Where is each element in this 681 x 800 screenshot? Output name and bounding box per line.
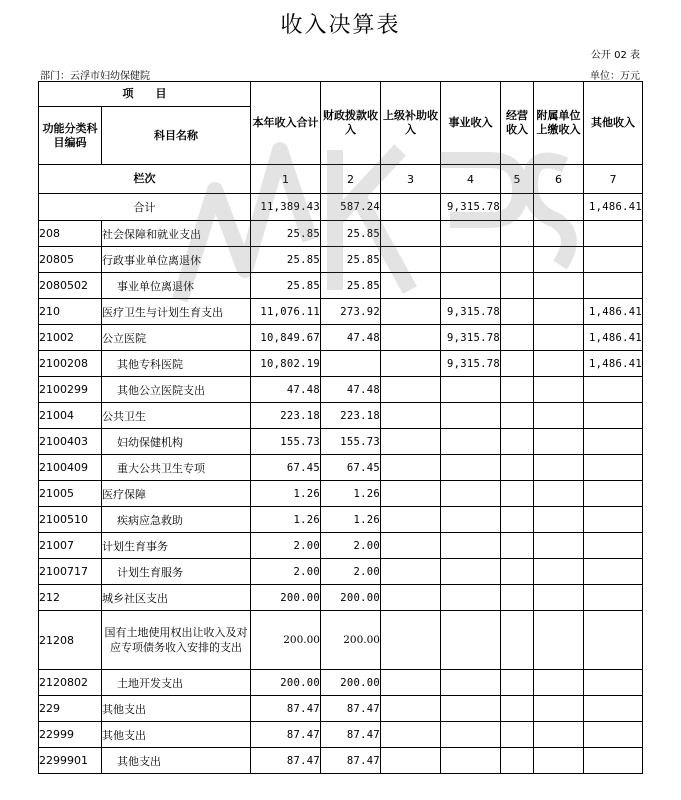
row-fiscal: 273.92 bbox=[321, 299, 381, 325]
row-total: 11,076.11 bbox=[251, 299, 321, 325]
col-number: 4 bbox=[441, 165, 501, 194]
row-total: 223.18 bbox=[251, 403, 321, 429]
row-business bbox=[441, 748, 501, 774]
row-other bbox=[584, 533, 643, 559]
row-operation bbox=[501, 273, 534, 299]
row-total: 155.73 bbox=[251, 429, 321, 455]
row-fiscal: 47.48 bbox=[321, 377, 381, 403]
row-total: 2.00 bbox=[251, 533, 321, 559]
row-other bbox=[584, 722, 643, 748]
table-row bbox=[39, 611, 643, 670]
table-row bbox=[39, 273, 643, 299]
row-affiliate bbox=[534, 481, 584, 507]
row-operation bbox=[501, 748, 534, 774]
total-affiliate bbox=[534, 194, 584, 221]
row-superior bbox=[381, 481, 441, 507]
row-business bbox=[441, 377, 501, 403]
row-business bbox=[441, 611, 501, 670]
row-fiscal: 2.00 bbox=[321, 559, 381, 585]
col-number: 5 bbox=[501, 165, 534, 194]
table-row bbox=[39, 429, 643, 455]
total-fiscal: 587.24 bbox=[321, 194, 381, 221]
row-business: 9,315.78 bbox=[441, 325, 501, 351]
row-other bbox=[584, 748, 643, 774]
row-code: 21005 bbox=[39, 481, 102, 507]
row-total: 47.48 bbox=[251, 377, 321, 403]
row-total: 200.00 bbox=[251, 670, 321, 696]
row-code: 208 bbox=[39, 221, 102, 247]
row-affiliate bbox=[534, 247, 584, 273]
row-superior bbox=[381, 429, 441, 455]
row-operation bbox=[501, 325, 534, 351]
row-operation bbox=[501, 351, 534, 377]
row-superior bbox=[381, 377, 441, 403]
total-row bbox=[39, 194, 643, 221]
row-name: 其他支出 bbox=[102, 696, 251, 722]
unit-label: 单位：万元 bbox=[590, 71, 640, 82]
row-affiliate bbox=[534, 377, 584, 403]
header-func-code: 功能分类科目编码 bbox=[39, 107, 102, 165]
row-other bbox=[584, 221, 643, 247]
row-name: 其他专科医院 bbox=[102, 351, 251, 377]
table-row bbox=[39, 670, 643, 696]
row-total: 1.26 bbox=[251, 507, 321, 533]
row-name: 重大公共卫生专项 bbox=[102, 455, 251, 481]
row-name: 事业单位离退休 bbox=[102, 273, 251, 299]
row-superior bbox=[381, 247, 441, 273]
row-total: 1.26 bbox=[251, 481, 321, 507]
row-operation bbox=[501, 507, 534, 533]
page-title: 收入决算表 bbox=[280, 13, 401, 38]
row-other bbox=[584, 455, 643, 481]
row-total: 2.00 bbox=[251, 559, 321, 585]
table-row bbox=[39, 507, 643, 533]
row-affiliate bbox=[534, 696, 584, 722]
row-business bbox=[441, 273, 501, 299]
row-operation bbox=[501, 455, 534, 481]
row-name: 医疗卫生与计划生育支出 bbox=[102, 299, 251, 325]
row-code: 2080502 bbox=[39, 273, 102, 299]
row-name: 其他支出 bbox=[102, 722, 251, 748]
row-total: 67.45 bbox=[251, 455, 321, 481]
row-operation bbox=[501, 429, 534, 455]
row-affiliate bbox=[534, 221, 584, 247]
row-total: 87.47 bbox=[251, 722, 321, 748]
row-superior bbox=[381, 507, 441, 533]
table-row bbox=[39, 247, 643, 273]
row-fiscal: 25.85 bbox=[321, 221, 381, 247]
row-superior bbox=[381, 748, 441, 774]
total-other: 1,486.41 bbox=[584, 194, 643, 221]
row-superior bbox=[381, 670, 441, 696]
row-fiscal: 25.85 bbox=[321, 247, 381, 273]
col-number: 3 bbox=[381, 165, 441, 194]
header-total: 本年收入合计 bbox=[251, 82, 321, 165]
row-total: 25.85 bbox=[251, 221, 321, 247]
income-table bbox=[38, 81, 643, 774]
table-row bbox=[39, 559, 643, 585]
row-code: 2100717 bbox=[39, 559, 102, 585]
row-name: 其他公立医院支出 bbox=[102, 377, 251, 403]
row-affiliate bbox=[534, 533, 584, 559]
row-business: 9,315.78 bbox=[441, 299, 501, 325]
row-code: 20805 bbox=[39, 247, 102, 273]
table-row bbox=[39, 585, 643, 611]
row-affiliate bbox=[534, 559, 584, 585]
row-superior bbox=[381, 585, 441, 611]
row-code: 212 bbox=[39, 585, 102, 611]
row-other bbox=[584, 611, 643, 670]
row-business bbox=[441, 403, 501, 429]
row-code: 21004 bbox=[39, 403, 102, 429]
row-total: 87.47 bbox=[251, 696, 321, 722]
row-name: 国有土地使用权出让收入及对应专项债务收入安排的支出 bbox=[102, 611, 251, 670]
col-number: 2 bbox=[321, 165, 381, 194]
row-code: 22999 bbox=[39, 722, 102, 748]
row-code: 21007 bbox=[39, 533, 102, 559]
row-total: 25.85 bbox=[251, 247, 321, 273]
row-other bbox=[584, 696, 643, 722]
row-operation bbox=[501, 696, 534, 722]
total-amount: 11,389.43 bbox=[251, 194, 321, 221]
row-fiscal: 47.48 bbox=[321, 325, 381, 351]
row-fiscal: 25.85 bbox=[321, 273, 381, 299]
row-code: 21002 bbox=[39, 325, 102, 351]
row-name: 计划生育服务 bbox=[102, 559, 251, 585]
row-business bbox=[441, 670, 501, 696]
row-other bbox=[584, 377, 643, 403]
row-code: 210 bbox=[39, 299, 102, 325]
table-row bbox=[39, 351, 643, 377]
row-other bbox=[584, 403, 643, 429]
row-business bbox=[441, 247, 501, 273]
row-fiscal: 1.26 bbox=[321, 507, 381, 533]
table-row bbox=[39, 455, 643, 481]
row-business bbox=[441, 533, 501, 559]
row-other bbox=[584, 670, 643, 696]
table-row bbox=[39, 722, 643, 748]
row-fiscal: 87.47 bbox=[321, 748, 381, 774]
table-row bbox=[39, 377, 643, 403]
row-total: 25.85 bbox=[251, 273, 321, 299]
row-fiscal bbox=[321, 351, 381, 377]
row-fiscal: 87.47 bbox=[321, 696, 381, 722]
row-affiliate bbox=[534, 611, 584, 670]
row-operation bbox=[501, 533, 534, 559]
row-business bbox=[441, 722, 501, 748]
col-number: 1 bbox=[251, 165, 321, 194]
row-code: 2100409 bbox=[39, 455, 102, 481]
row-other bbox=[584, 481, 643, 507]
row-superior bbox=[381, 351, 441, 377]
row-name: 城乡社区支出 bbox=[102, 585, 251, 611]
row-code: 2100510 bbox=[39, 507, 102, 533]
row-fiscal: 200.00 bbox=[321, 611, 381, 670]
table-row bbox=[39, 299, 643, 325]
row-other bbox=[584, 585, 643, 611]
row-superior bbox=[381, 325, 441, 351]
table-row bbox=[39, 696, 643, 722]
header-business: 事业收入 bbox=[441, 82, 501, 165]
table-row bbox=[39, 533, 643, 559]
header-fiscal: 财政拨款收入 bbox=[321, 82, 381, 165]
department-label: 部门：云浮市妇幼保健院 bbox=[40, 71, 150, 82]
row-superior bbox=[381, 533, 441, 559]
table-row bbox=[39, 403, 643, 429]
row-affiliate bbox=[534, 748, 584, 774]
row-code: 2100403 bbox=[39, 429, 102, 455]
row-code: 2120802 bbox=[39, 670, 102, 696]
row-fiscal: 67.45 bbox=[321, 455, 381, 481]
row-affiliate bbox=[534, 403, 584, 429]
row-superior bbox=[381, 722, 441, 748]
row-business bbox=[441, 507, 501, 533]
row-operation bbox=[501, 670, 534, 696]
row-code: 2299901 bbox=[39, 748, 102, 774]
row-business bbox=[441, 429, 501, 455]
table-row bbox=[39, 748, 643, 774]
row-affiliate bbox=[534, 351, 584, 377]
row-name: 社会保障和就业支出 bbox=[102, 221, 251, 247]
row-name: 妇幼保健机构 bbox=[102, 429, 251, 455]
row-operation bbox=[501, 403, 534, 429]
total-business: 9,315.78 bbox=[441, 194, 501, 221]
total-operation bbox=[501, 194, 534, 221]
row-business bbox=[441, 455, 501, 481]
row-fiscal: 1.26 bbox=[321, 481, 381, 507]
row-superior bbox=[381, 611, 441, 670]
row-business bbox=[441, 481, 501, 507]
row-name: 其他支出 bbox=[102, 748, 251, 774]
row-affiliate bbox=[534, 507, 584, 533]
row-name: 公立医院 bbox=[102, 325, 251, 351]
row-total: 200.00 bbox=[251, 585, 321, 611]
header-item-name: 科目名称 bbox=[102, 107, 251, 165]
header-lanci: 栏次 bbox=[39, 165, 251, 194]
table-row bbox=[39, 481, 643, 507]
row-other bbox=[584, 247, 643, 273]
form-code: 公开 02 表 bbox=[590, 50, 640, 61]
row-business bbox=[441, 585, 501, 611]
row-operation bbox=[501, 377, 534, 403]
row-superior bbox=[381, 559, 441, 585]
row-business bbox=[441, 221, 501, 247]
col-number: 6 bbox=[534, 165, 584, 194]
row-other: 1,486.41 bbox=[584, 299, 643, 325]
row-name: 医疗保障 bbox=[102, 481, 251, 507]
row-code: 21208 bbox=[39, 611, 102, 670]
row-affiliate bbox=[534, 429, 584, 455]
row-operation bbox=[501, 221, 534, 247]
col-number: 7 bbox=[584, 165, 643, 194]
header-operation: 经营收入 bbox=[501, 82, 534, 165]
row-other: 1,486.41 bbox=[584, 325, 643, 351]
row-superior bbox=[381, 455, 441, 481]
row-total: 87.47 bbox=[251, 748, 321, 774]
row-superior bbox=[381, 299, 441, 325]
row-affiliate bbox=[534, 455, 584, 481]
row-total: 10,802.19 bbox=[251, 351, 321, 377]
row-total: 200.00 bbox=[251, 611, 321, 670]
row-operation bbox=[501, 722, 534, 748]
row-operation bbox=[501, 299, 534, 325]
row-fiscal: 155.73 bbox=[321, 429, 381, 455]
row-code: 229 bbox=[39, 696, 102, 722]
header-item-group: 项 目 bbox=[39, 82, 251, 107]
row-name: 土地开发支出 bbox=[102, 670, 251, 696]
table-body bbox=[39, 194, 643, 774]
row-name: 疾病应急救助 bbox=[102, 507, 251, 533]
row-total: 10,849.67 bbox=[251, 325, 321, 351]
row-affiliate bbox=[534, 670, 584, 696]
row-operation bbox=[501, 585, 534, 611]
header-other: 其他收入 bbox=[584, 82, 643, 165]
row-fiscal: 2.00 bbox=[321, 533, 381, 559]
row-code: 2100208 bbox=[39, 351, 102, 377]
row-operation bbox=[501, 611, 534, 670]
row-superior bbox=[381, 696, 441, 722]
row-other: 1,486.41 bbox=[584, 351, 643, 377]
table-row bbox=[39, 221, 643, 247]
row-superior bbox=[381, 221, 441, 247]
row-superior bbox=[381, 273, 441, 299]
table-row bbox=[39, 325, 643, 351]
row-operation bbox=[501, 559, 534, 585]
row-business: 9,315.78 bbox=[441, 351, 501, 377]
row-name: 行政事业单位离退休 bbox=[102, 247, 251, 273]
row-affiliate bbox=[534, 273, 584, 299]
row-other bbox=[584, 273, 643, 299]
row-fiscal: 87.47 bbox=[321, 722, 381, 748]
row-fiscal: 200.00 bbox=[321, 670, 381, 696]
row-superior bbox=[381, 403, 441, 429]
row-affiliate bbox=[534, 325, 584, 351]
row-operation bbox=[501, 247, 534, 273]
row-affiliate bbox=[534, 299, 584, 325]
row-code: 2100299 bbox=[39, 377, 102, 403]
row-other bbox=[584, 507, 643, 533]
table-header bbox=[39, 82, 643, 194]
row-other bbox=[584, 429, 643, 455]
total-label: 合计 bbox=[39, 194, 251, 221]
header-superior: 上级补助收入 bbox=[381, 82, 441, 165]
row-business bbox=[441, 696, 501, 722]
row-business bbox=[441, 559, 501, 585]
row-fiscal: 200.00 bbox=[321, 585, 381, 611]
row-affiliate bbox=[534, 585, 584, 611]
row-name: 公共卫生 bbox=[102, 403, 251, 429]
row-operation bbox=[501, 481, 534, 507]
row-name: 计划生育事务 bbox=[102, 533, 251, 559]
total-superior bbox=[381, 194, 441, 221]
row-affiliate bbox=[534, 722, 584, 748]
row-other bbox=[584, 559, 643, 585]
header-affiliate: 附属单位上缴收入 bbox=[534, 82, 584, 165]
row-fiscal: 223.18 bbox=[321, 403, 381, 429]
